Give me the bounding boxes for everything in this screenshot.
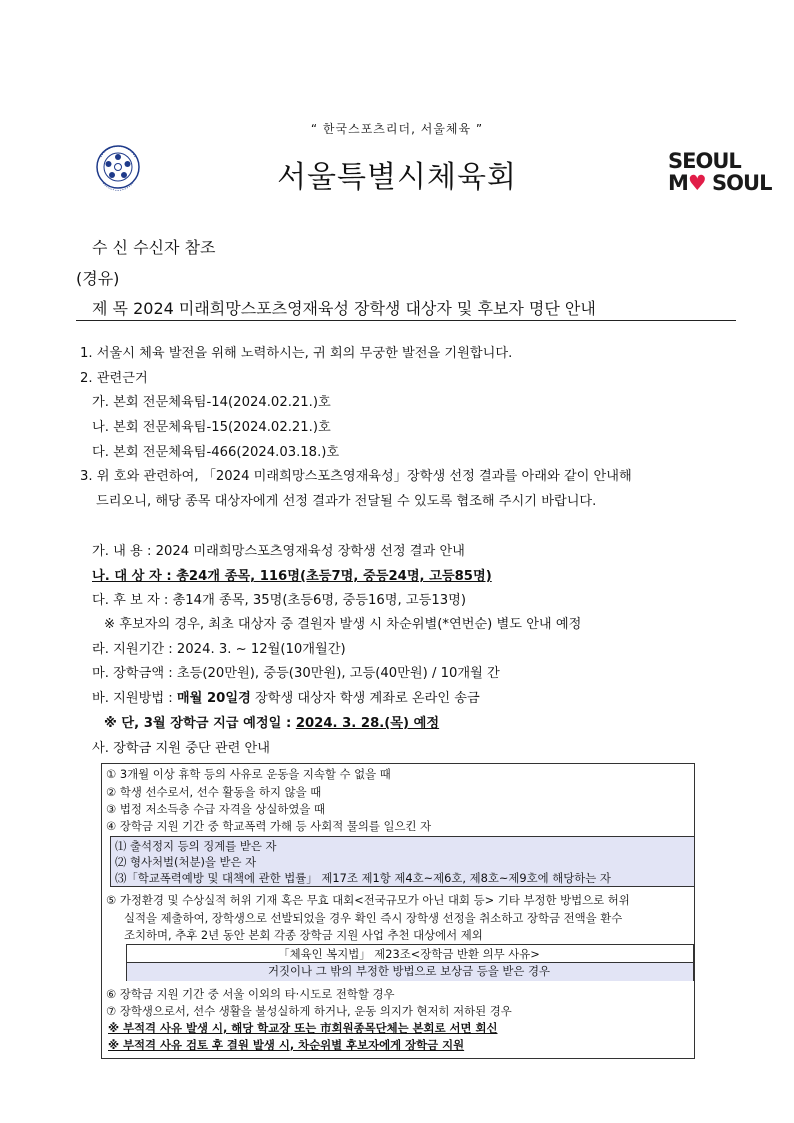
paragraph-2b: 나. 본회 전문체육팀-15(2024.02.21.)호	[92, 420, 331, 435]
paragraph-2a: 가. 본회 전문체육팀-14(2024.02.21.)호	[92, 395, 331, 410]
box-note-1: ※ 부적격 사유 발생 시, 해당 학교장 또는 市회원종목단체는 본회로 서면 회신	[108, 1021, 498, 1035]
paragraph-2c: 다. 본회 전문체육팀-466(2024.03.18.)호	[92, 445, 340, 460]
payment-note-prefix: ※ 단, 3월 장학금 지급 예정일 :	[104, 716, 296, 731]
organization-title: 서울특별시체육회	[277, 160, 517, 195]
subject-rule	[76, 320, 736, 321]
detail-payment-note	[104, 712, 439, 731]
seoul-my-soul-logo	[668, 149, 772, 198]
subbox-item-2: ⑵ 형사처벌(처분)을 받은 자	[115, 855, 257, 869]
detail-method-prefix: 바. 지원방법 :	[92, 691, 177, 706]
law-reference-text: 거짓이나 그 밖의 부정한 방법으로 보상금 등을 받은 경우	[267, 964, 551, 978]
box-item-4: ④ 장학금 지원 기간 중 학교폭력 가해 등 사회적 물의를 일으킨 자	[106, 819, 432, 833]
box-item-5-line-1: ⑤ 가정환경 및 수상실적 허위 기재 혹은 무효 대회<전국규모가 아닌 대회 등> 기타 부정한 방법으로 허위	[106, 893, 630, 907]
detail-content: 가. 내 용 : 2024 미래희망스포츠영재육성 장학생 선정 결과 안내	[92, 544, 465, 559]
detail-method-date: 매월 20일경	[176, 691, 251, 706]
paragraph-3-line-2: 드리오니, 해당 종목 대상자에게 선정 결과가 전달될 수 있도록 협조해 주시기 바랍니다.	[96, 494, 597, 509]
box-item-6: ⑥ 장학금 지원 기간 중 서울 이외의 타·시도로 전학할 경우	[106, 987, 395, 1001]
detail-method	[92, 687, 480, 706]
detail-method-suffix: 장학생 대상자 학생 계좌로 온라인 송금	[250, 691, 480, 706]
detail-suspension-heading: 사. 장학금 지원 중단 관련 안내	[92, 741, 271, 756]
box-item-3: ③ 법정 저소득층 수급 자격을 상실하였을 때	[106, 802, 325, 816]
slogan: “ 한국스포츠리더, 서울체육 ”	[310, 122, 484, 136]
paragraph-1: 1. 서울시 체육 발전을 위해 노력하시는, 귀 회의 무궁한 발전을 기원합니다.	[80, 346, 513, 361]
subbox-item-3: ⑶「학교폭력예방 및 대책에 관한 법률」 제17조 제1항 제4호~제6호, 제8호~제9호에 해당하는 자	[115, 871, 611, 885]
logo-line-1: SEOUL	[668, 149, 741, 173]
box-item-2: ② 학생 선수로서, 선수 활동을 하지 않을 때	[106, 785, 322, 799]
detail-amount: 마. 장학금액 : 초등(20만원), 중등(30만원), 고등(40만원) / 10개월 간	[92, 666, 500, 681]
law-reference-title: 「체육인 복지법」 제23조<장학금 반환 의무 사유>	[278, 947, 540, 961]
box-item-7: ⑦ 장학생으로서, 선수 생활을 불성실하게 하거나, 운동 의지가 현저히 저하된 경우	[106, 1004, 512, 1018]
box-item-1: ① 3개월 이상 휴학 등의 사유로 운동을 지속할 수 없을 때	[106, 767, 391, 781]
paragraph-2: 2. 관련근거	[80, 371, 148, 386]
detail-candidate-note: ※ 후보자의 경우, 최초 대상자 중 결원자 발생 시 차순위별(*연번순) 별도 안내 예정	[104, 617, 582, 632]
box-item-5-line-3: 조치하며, 추후 2년 동안 본회 각종 장학금 지원 사업 추천 대상에서 제외	[124, 928, 483, 942]
payment-note-date: 2024. 3. 28.(목) 예정	[295, 716, 440, 731]
box-note-2: ※ 부적격 사유 검토 후 결원 발생 시, 차순위별 후보자에게 장학금 지원	[108, 1038, 465, 1052]
paragraph-3-line-1: 3. 위 호와 관련하여, 「2024 미래희망스포츠영재육성」장학생 선정 결과를 아래와 같이 안내해	[80, 469, 632, 484]
detail-period: 라. 지원기간 : 2024. 3. ~ 12월(10개월간)	[92, 642, 346, 657]
detail-candidates: 다. 후 보 자 : 총14개 종목, 35명(초등6명, 중등16명, 고등13명)	[92, 593, 467, 608]
via-line: (경유)	[76, 269, 120, 288]
subbox-item-1: ⑴ 출석정지 등의 징계를 받은 자	[115, 839, 277, 853]
detail-target: 나. 대 상 자 : 총24개 종목, 116명(초등7명, 중등24명, 고등85명)	[92, 569, 492, 584]
recipient-line: 수 신 수신자 참조	[92, 238, 216, 257]
subject-line: 제 목 2024 미래희망스포츠영재육성 장학생 대상자 및 후보자 명단 안내	[92, 299, 596, 318]
box-item-5-line-2: 실적을 제출하여, 장학생으로 선발되었을 경우 확인 즉시 장학생 선정을 취소하고 장학금 전액을 환수	[124, 911, 623, 925]
logo-line-2: M♥ SOUL	[668, 171, 772, 195]
